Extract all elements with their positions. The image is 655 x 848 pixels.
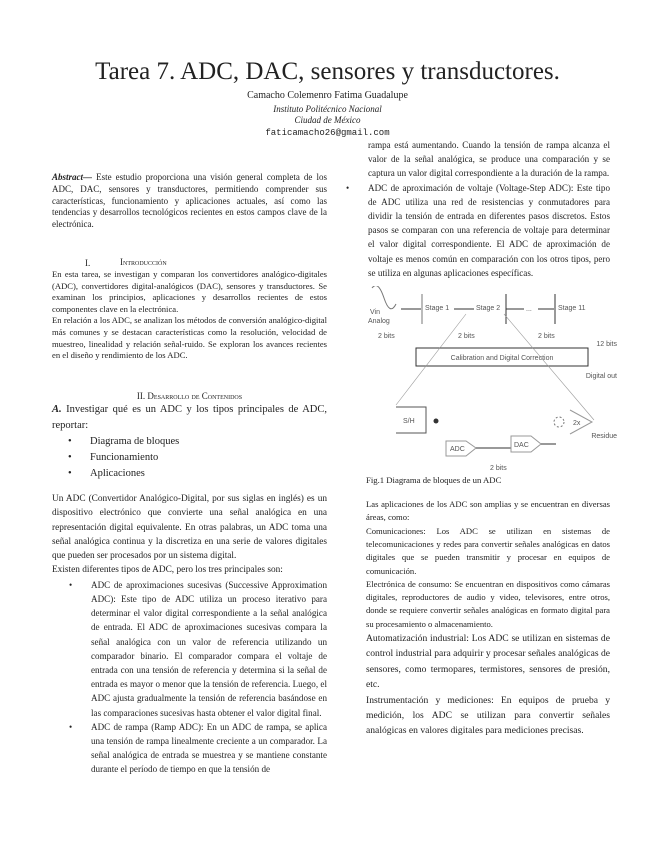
diagram-label: 2 bits [378, 333, 395, 341]
list-item: • Funcionamiento [90, 450, 327, 466]
diagram-label: Calibration and Digital Correction [450, 355, 554, 363]
diagram-label: Vin [370, 309, 380, 317]
diagram-label: 2x [573, 420, 581, 428]
abstract-text: Este estudio proporciona una visión general completa de los ADC, DAC, sensores y transductores, permitiendo comprender sus características, funcionamiento y aplicaciones actuales, así como las tendencias y desarrollos tecnológicos recientes en estos campos clave de la electrónica. [52, 172, 327, 230]
section2-left-flow [52, 390, 327, 777]
section-heading: II. Desarrollo de Contenidos [136, 391, 243, 401]
abstract-label: Abstract— [52, 172, 93, 182]
subsection-heading [52, 402, 327, 434]
diagram-label: 12 bits [596, 341, 617, 349]
intro-body [52, 269, 327, 362]
adc-types-list-cont [342, 181, 610, 280]
figure-caption: Fig.1 Diagrama de bloques de un ADC [366, 475, 502, 486]
list-item: • Aplicaciones [90, 466, 327, 482]
diagram-label: Stage 2 [476, 305, 501, 313]
analog-wave-icon [372, 286, 396, 309]
diagram-label: Analog [368, 318, 390, 326]
adc-block-diagram [366, 286, 618, 474]
topic-list [52, 434, 327, 482]
applications [342, 498, 610, 739]
list-item: • Diagrama de bloques [90, 434, 327, 450]
paragraph: Un ADC (Convertidor Analógico-Digital, por sus siglas en inglés) es un dispositivo electrónico que convierte una señal analógica en una representación digital equivalente. En otras palabras, un ADC toma una señal analógica continua y la discretiza en una serie de valores digitales que pueden ser procesados por un sistema digital. [52, 494, 327, 562]
page-title: Tarea 7. ADC, DAC, sensores y transductores. [95, 58, 560, 85]
diagram-label: S/H [403, 418, 415, 426]
diagram-label: 2 bits [490, 465, 507, 473]
author: Camacho Colemenro Fatima Guadalupe [247, 90, 408, 101]
adc-definition [52, 492, 327, 578]
paragraph: Las aplicaciones de los ADC son amplias y se encuentran en diversas áreas, como: [366, 499, 610, 523]
diagram-label: Stage 1 [425, 305, 450, 313]
intro-number: I. [85, 258, 91, 268]
diagram-label: 2 bits [538, 333, 555, 341]
subsection-label: A. [52, 404, 62, 415]
intro-paragraph: En esta tarea, se investigan y comparan los convertidores analógico-digitales (ADC), convertidores digital-analógicos (DAC), sensores y transductores. Se examinan los principios, aplicaciones y desarrollos recientes de estos componentes clave en la electrónica. [52, 269, 327, 314]
paragraph: Electrónica de consumo: Se encuentran en dispositivos como cámaras digitales, reproductores de audio y video, televisores, entre otros, donde se requiere convertir señales analógicas en formato digital para su procesamiento o almacenamiento. [366, 578, 610, 629]
paragraph: Automatización industrial: Los ADC se utilizan en sistemas de control industrial para adquirir y procesar señales analógicas de sensores, como termopares, termistores, sensores de presión, etc. [366, 633, 611, 691]
intro-paragraph: En relación a los ADC, se analizan los métodos de conversión analógico-digital más comunes y se destacan características como la resolución, velocidad de muestreo, linealidad y relación señal-ruido. Se exploran los avances recientes en el diseño y rendimiento de los ADC. [52, 315, 327, 361]
list-item: • ADC de aproximación de voltaje (Voltage-Step ADC): Este tipo de ADC utiliza una red de resistencias y conmutadores para dividir la tensión de entrada en diferentes pasos discretos. Estos pasos se comparan con una referencia de voltaje para determinar el valor digital correspondiente. El ADC de aproximación de voltaje es menos común en comparación con los otros tipos, pero se utiliza en algunas aplicaciones específicas. [368, 181, 610, 280]
institution: Instituto Politécnico Nacional [273, 104, 382, 114]
diagram-label: ADC [450, 446, 465, 454]
diagram-label: 2 bits [458, 333, 475, 341]
list-item: • ADC de aproximaciones sucesivas (Successive Approximation ADC): Este tipo de ADC utiliza un proceso iterativo para determinar el valor digital correspondiente a la señal analógica de entrada. El ADC de aproximaciones sucesivas compara la señal analógica con un valor de referencia utilizando un comparador binario. El comparador compara el voltaje de entrada con una tensión de referencia y determina si la señal de entrada es mayor o menor que la tensión de referencia. Luego, el ADC ajusta gradualmente la tensión de referencia basándose en las comparaciones sucesivas hasta obtener el valor digital final. [91, 578, 327, 720]
paragraph: Instrumentación y mediciones: En equipos de prueba y medición, los ADC se utilizan para convertir señales analógicas en valores digitales para mediciones precisas. [366, 694, 610, 737]
city: Ciudad de México [294, 115, 361, 125]
adc-types-list [52, 578, 327, 777]
intro-heading: Introducción [120, 257, 167, 267]
abstract [52, 172, 327, 231]
diagram-label: ... [526, 306, 532, 314]
ramp-continuation: rampa está aumentando. Cuando la tensión de rampa alcanza el valor de la señal analógica, se produce una comparación y se captura un valor digital correspondiente a la duración de la rampa. [368, 140, 610, 179]
subsection-text: Investigar qué es un ADC y los tipos principales de ADC, reportar: [52, 404, 327, 431]
list-item: • ADC de rampa (Ramp ADC): En un ADC de rampa, se aplica una tensión de rampa linealmente creciente a un comparador. La señal analógica de entrada se muestrea y se mantiene constante durante el período de tiempo en que la tensión de [91, 720, 327, 777]
section2-right-flow [342, 138, 617, 739]
diagram-label: Residue [591, 433, 617, 441]
email: faticamacho26@gmail.com [265, 128, 390, 138]
diagram-label: Stage 11 [558, 305, 586, 313]
paragraph: Existen diferentes tipos de ADC, pero los tres principales son: [52, 565, 283, 576]
diagram-label: DAC [514, 442, 529, 450]
diagram-label: Digital out [585, 373, 617, 381]
paragraph: Comunicaciones: Los ADC se utilizan en sistemas de telecomunicaciones y redes para convertir señales analógicas en datos digitales que se pueden transmitir y procesar en equipos de comunicación. [366, 525, 610, 576]
